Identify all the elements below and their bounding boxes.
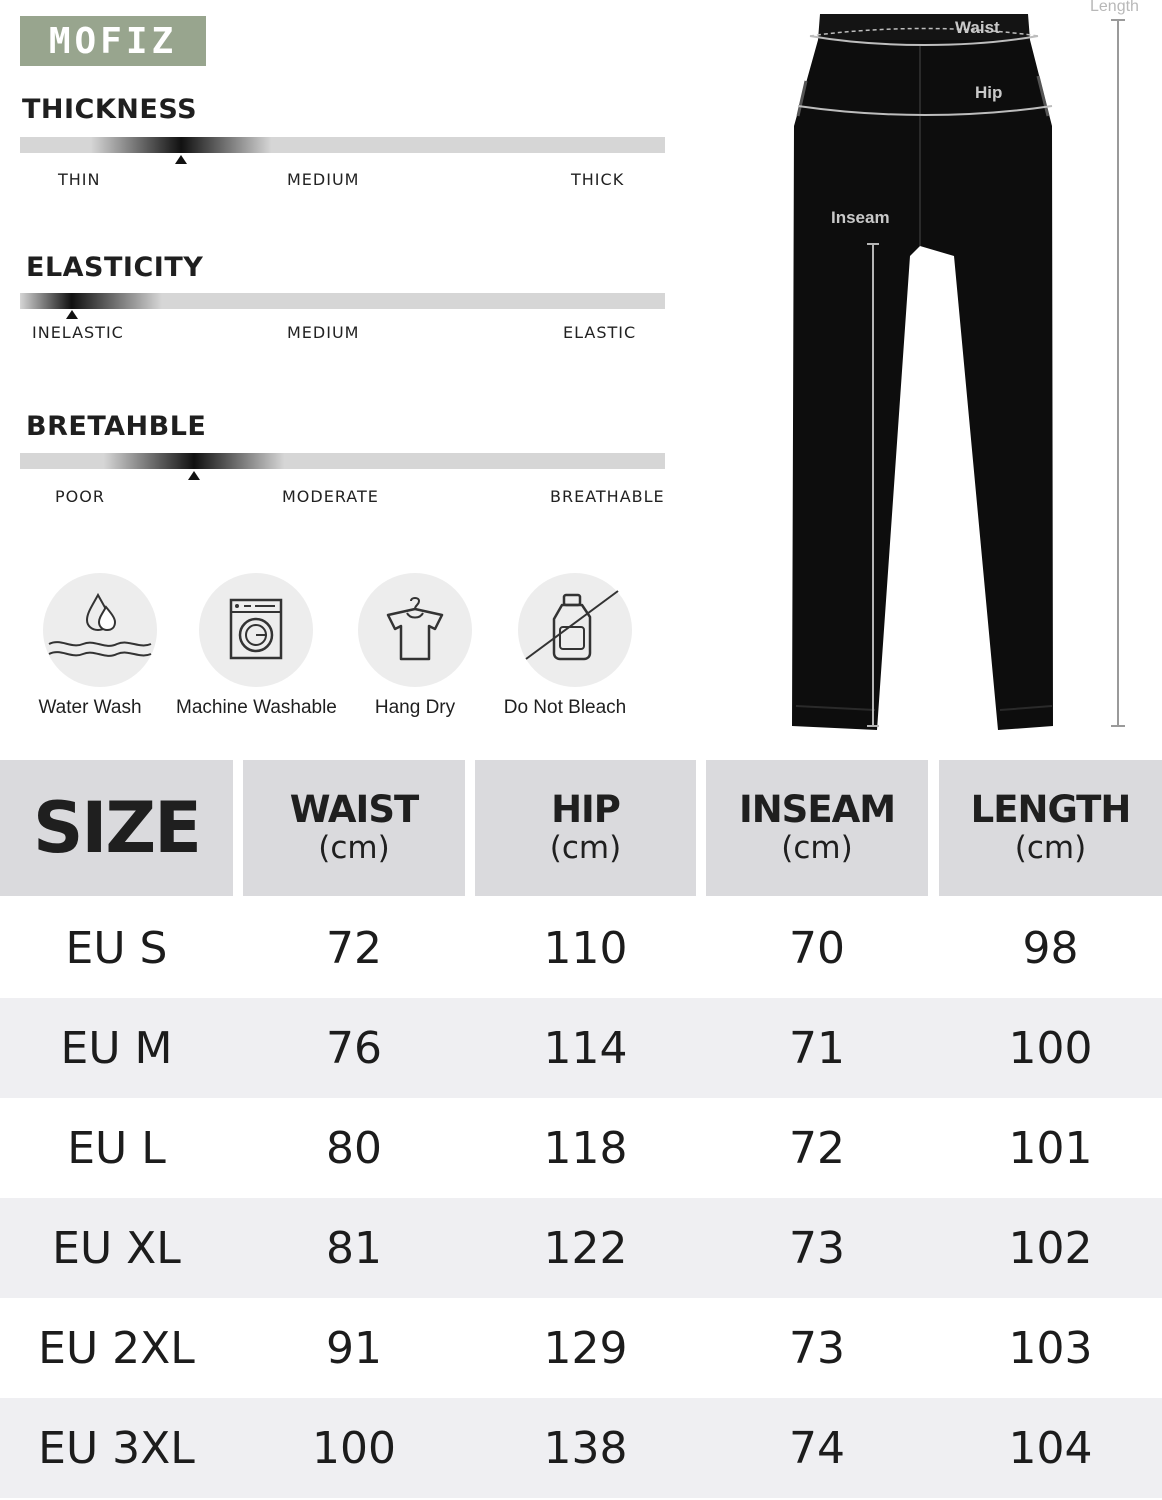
header-length-label: LENGTH: [970, 788, 1131, 831]
table-row: [0, 1398, 1162, 1498]
hang-dry-icon: [358, 573, 472, 687]
waist-cell: 100: [312, 1422, 396, 1474]
header-waist: [243, 760, 465, 896]
length-cell: 102: [1008, 1222, 1093, 1274]
thickness-label-mid: MEDIUM: [287, 170, 360, 189]
length-cell: 100: [1008, 1022, 1093, 1074]
hip-cell: 129: [543, 1322, 628, 1374]
machine-washable-label: Machine Washable: [176, 697, 337, 718]
inseam-cell: 70: [789, 922, 845, 974]
water-wash-icon: [43, 573, 157, 687]
header-waist-unit: (cm): [318, 830, 390, 866]
hip-cell: 114: [543, 1022, 628, 1074]
inseam-cell: 72: [789, 1122, 845, 1174]
waist-cell: 80: [326, 1122, 382, 1174]
table-row: [0, 898, 1162, 998]
header-length: [939, 760, 1162, 896]
header-length-unit: (cm): [1014, 830, 1087, 866]
elasticity-label-low: INELASTIC: [32, 323, 124, 342]
length-cell: 101: [1008, 1122, 1093, 1174]
breathable-marker: [188, 471, 200, 480]
size-cell: EU S: [65, 922, 168, 974]
waist-cell: 76: [326, 1022, 382, 1074]
inseam-cell: 73: [789, 1222, 845, 1274]
thickness-marker: [175, 155, 187, 164]
elasticity-bar: [20, 293, 665, 309]
table-row: [0, 1298, 1162, 1398]
size-table-header: [0, 760, 1162, 896]
brand-logo-text: MOFIZ: [48, 20, 178, 62]
size-cell: EU 3XL: [38, 1422, 195, 1474]
waist-cell: 72: [326, 922, 382, 974]
table-row: [0, 1098, 1162, 1198]
size-cell: EU L: [67, 1122, 166, 1174]
machine-washable-icon: [199, 573, 313, 687]
do-not-bleach-icon: [518, 573, 632, 687]
header-hip: [475, 760, 696, 896]
header-hip-label: HIP: [551, 788, 620, 831]
inseam-cell: 74: [789, 1422, 845, 1474]
hip-cell: 138: [543, 1422, 628, 1474]
length-line: [1108, 16, 1128, 732]
inseam-label: Inseam: [831, 208, 890, 227]
length-label: Length: [1090, 0, 1139, 15]
thickness-label-high: THICK: [571, 170, 625, 189]
inseam-cell: 73: [789, 1322, 845, 1374]
header-inseam-unit: (cm): [781, 830, 853, 866]
breathable-label-low: POOR: [55, 487, 105, 506]
pants-illustration: [780, 6, 1080, 746]
length-cell: 98: [1022, 922, 1079, 974]
thickness-bar: [20, 137, 665, 153]
breathable-label-mid: MODERATE: [282, 487, 379, 506]
table-row: [0, 1198, 1162, 1298]
length-cell: 104: [1008, 1422, 1093, 1474]
header-hip-unit: (cm): [549, 830, 622, 866]
hip-cell: 118: [543, 1122, 628, 1174]
waist-cell: 91: [326, 1322, 382, 1374]
hip-cell: 122: [543, 1222, 628, 1274]
waist-label: Waist: [955, 18, 1000, 37]
table-row: [0, 998, 1162, 1098]
size-cell: EU M: [60, 1022, 173, 1074]
elasticity-label-high: ELASTIC: [563, 323, 637, 342]
waist-cell: 81: [326, 1222, 382, 1274]
thickness-title: THICKNESS: [22, 94, 198, 125]
do-not-bleach-label: Do Not Bleach: [503, 697, 627, 718]
hip-cell: 110: [543, 922, 628, 974]
breathable-bar: [20, 453, 665, 469]
water-wash-label: Water Wash: [38, 697, 142, 718]
header-inseam-label: INSEAM: [738, 788, 896, 831]
size-cell: EU 2XL: [38, 1322, 195, 1374]
size-cell: EU XL: [52, 1222, 181, 1274]
breathable-title: BRETAHBLE: [26, 411, 207, 442]
header-size: [0, 760, 233, 896]
header-inseam: [706, 760, 928, 896]
elasticity-title: ELASTICITY: [26, 252, 204, 283]
hang-dry-label: Hang Dry: [374, 697, 456, 718]
breathable-label-high: BREATHABLE: [550, 487, 665, 506]
brand-logo: [20, 16, 206, 66]
elasticity-label-mid: MEDIUM: [287, 323, 360, 342]
hip-label: Hip: [975, 83, 1003, 102]
header-size-label: SIZE: [32, 787, 201, 869]
length-cell: 103: [1008, 1322, 1093, 1374]
thickness-label-low: THIN: [58, 170, 101, 189]
elasticity-marker: [66, 310, 78, 319]
inseam-cell: 71: [789, 1022, 845, 1074]
pants-diagram: [780, 6, 1080, 746]
header-waist-label: WAIST: [289, 788, 419, 831]
